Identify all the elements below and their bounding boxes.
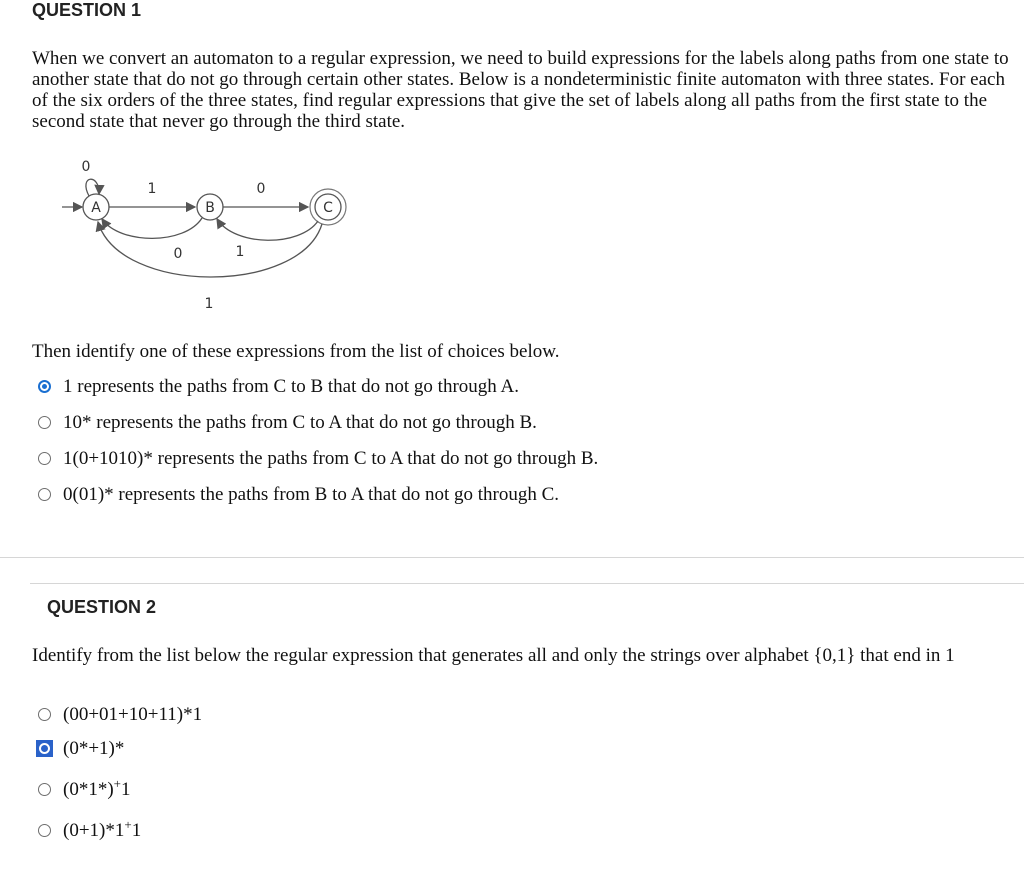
- q2-radio-2[interactable]: [36, 740, 53, 757]
- question-1-heading: QUESTION 1: [32, 0, 142, 20]
- q2-radio-1[interactable]: [38, 708, 51, 721]
- q2-radio-4[interactable]: [38, 824, 51, 837]
- edge-c-b: [217, 219, 318, 240]
- q2-choice-2-label: (0*+1)*: [63, 737, 125, 759]
- q2-choice-1-label: (00+01+10+11)*1: [63, 703, 203, 725]
- state-a-label: A: [91, 200, 101, 216]
- edge-c-a-label: 1: [204, 296, 214, 312]
- q1-radio-1[interactable]: [38, 380, 51, 393]
- divider-top: [0, 557, 1024, 558]
- edge-b-c-label: 0: [256, 181, 266, 197]
- q2-choice-4[interactable]: [38, 818, 141, 842]
- edge-b-a-label: 0: [173, 246, 183, 262]
- q1-choice-2[interactable]: [38, 410, 537, 434]
- q1-choice-4[interactable]: [38, 482, 559, 506]
- state-b-label: B: [205, 200, 215, 216]
- question-1-instruction: Then identify one of these expressions from the list of choices below.: [32, 341, 560, 362]
- q1-radio-4[interactable]: [38, 488, 51, 501]
- q2-choice-4-label: (0+1)*1+1: [63, 816, 142, 841]
- question-2-heading: QUESTION 2: [47, 597, 157, 617]
- question-2-prompt: Identify from the list below the regular expression that generates all and only the strings over alphabet {0,1} that end in 1: [32, 645, 955, 666]
- q1-radio-2[interactable]: [38, 416, 51, 429]
- q2-choice-3-label: (0*1*)+1: [63, 775, 131, 800]
- q2-radio-3[interactable]: [38, 783, 51, 796]
- q2-choice-3[interactable]: [38, 777, 131, 801]
- q1-choice-3-label: 1(0+1010)* represents the paths from C to A that do not go through B.: [63, 447, 599, 469]
- divider-bottom: [30, 583, 1024, 584]
- q1-choice-1[interactable]: [38, 374, 519, 398]
- edge-a-b-label: 1: [147, 181, 157, 197]
- edge-c-a: [98, 222, 322, 277]
- q1-choice-1-label: 1 represents the paths from C to B that do not go through A.: [63, 375, 519, 397]
- q2-choice-2[interactable]: [38, 736, 124, 760]
- q1-radio-3[interactable]: [38, 452, 51, 465]
- edge-c-b-label: 1: [235, 244, 245, 260]
- q1-choice-4-label: 0(01)* represents the paths from B to A that do not go through C.: [63, 483, 560, 505]
- edge-b-a: [102, 218, 202, 238]
- self-loop-a-label: 0: [81, 159, 91, 175]
- nfa-diagram: [60, 155, 360, 315]
- q1-choice-2-label: 10* represents the paths from C to A that do not go through B.: [63, 411, 537, 433]
- question-1-prompt: When we convert an automaton to a regular expression, we need to build expressions for the labels along paths from one state to another state that do not go through certain other states. Below is a nondeterministic finite automaton with three states. For each of the six orders of the three states, find regular expressions that give the set of labels along all paths from the first state to the second state that never go through the third state.: [32, 48, 1009, 132]
- q1-choice-3[interactable]: [38, 446, 598, 470]
- q2-choice-1[interactable]: [38, 702, 202, 726]
- state-c-label: C: [323, 200, 333, 216]
